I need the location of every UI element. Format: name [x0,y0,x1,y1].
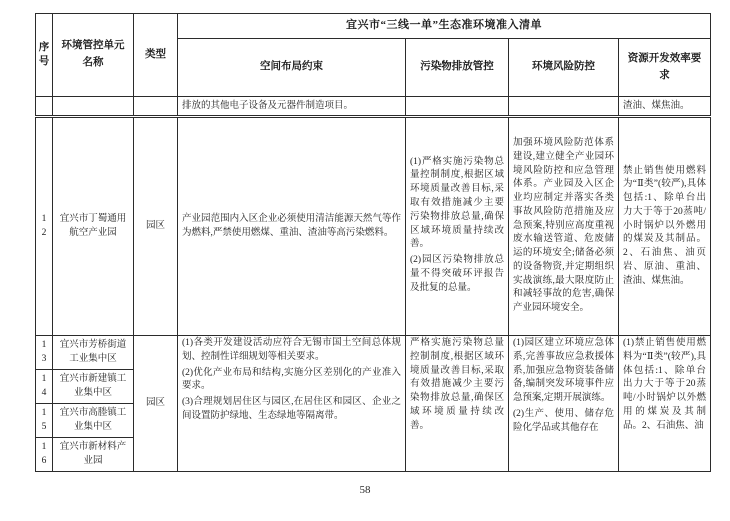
row13-serial: 13 [36,336,53,370]
col-header-spatial: 空间布局约束 [178,39,406,97]
col-header-pollutant: 污染物排放管控 [406,39,509,97]
group-spatial-item-2: (2)优化产业布局和结构,实施分区差别化的产业准入要求。 [182,367,401,392]
row12-spatial: 产业园范围内入区企业必须使用清洁能源天然气等作为燃料,严禁使用燃煤、重油、渣油等高污染燃料。 [178,117,406,336]
carryover-type-cell [134,97,178,117]
header-title-row [36,14,711,39]
col-header-type: 类型 [134,14,178,97]
group-risk [509,336,619,472]
carryover-resource-cell: 渣油、煤焦油。 [619,97,711,117]
carryover-risk-cell [509,97,619,117]
col-header-unit-name: 环境管控单元名称 [53,14,134,97]
row16-serial: 16 [36,438,53,472]
group-risk-item-1: (1)园区建立环境应急体系,完善事故应急救援体系,加强应急物资装备储备,编制突发环境事件应急预案,定期开展演练。 [513,338,614,404]
page-number: 58 [359,484,371,496]
col-header-risk: 环境风险防控 [509,39,619,97]
row12-pollutant [406,117,509,336]
row12-risk: 加强环境风险防范体系建设,建立健全产业园环境风险防控和应急管理体系。产业园及入区企业均应制定并落实各类事故风险防范措施及应急预案,特别应高度重视废水输送管道、危废储运的环境安全;储备必须的设备物资,并定期组织实战演练,最大限度防止和减轻事故的危害,确保产业园环境安全。 [509,117,619,336]
row15-serial: 15 [36,404,53,438]
group-type: 园区 [134,336,178,472]
group-spatial-item-1: (1)各类开发建设活动应符合无锡市国土空间总体规划、控制性详细规划等相关要求。 [182,338,401,362]
carryover-row [36,97,711,117]
row12-type: 园区 [134,117,178,336]
group-spatial-item-3: (3)合理规划居住区与园区,在居住区和园区、企业之间设置防护绿地、生态绿地等隔离带。 [182,397,401,421]
row15-unit-name: 宜兴市高塍镇工业集中区 [53,404,134,438]
group-spatial [178,336,406,472]
group-resource: (1)禁止销售使用燃料为“Ⅱ类”(较严),具体包括:1、除单台出力大于等于20蒸吨/小时锅炉以外燃用的煤炭及其制品。2、石油焦、油 [619,336,711,472]
carryover-serial-cell [36,97,53,117]
group-risk-item-2: (2)生产、使用、储存危险化学品或其他存在 [513,408,614,433]
row12-serial: 12 [36,117,53,336]
row13-unit-name: 宜兴市芳桥街道工业集中区 [53,336,134,370]
table-title: 宜兴市“三线一单”生态准环境准入清单 [178,14,711,39]
group-pollutant: 严格实施污染物总量控制制度,根据区域环境质量改善目标,采取有效措施减少主要污染物排放总量,确保区域环境质量持续改善。 [406,336,509,472]
col-header-resource: 资源开发效率要求 [619,39,711,97]
access-list-table [35,13,711,472]
row14-serial: 14 [36,370,53,404]
carryover-name-cell [53,97,134,117]
row12-resource: 禁止销售使用燃料为“Ⅱ类”(较严),具体包括:1、除单台出力大于等于20蒸吨/小时锅炉以外燃用的煤炭及其制品。2、石油焦、油页岩、原油、重油、渣油、煤焦油。 [619,117,711,336]
row14-unit-name: 宜兴市新建镇工业集中区 [53,370,134,404]
col-header-serial: 序号 [36,14,53,97]
table-row-13 [36,336,711,370]
table-row-12 [36,117,711,336]
row12-unit-name: 宜兴市丁蜀通用航空产业园 [53,117,134,336]
row12-pollutant-item-2: (2)园区污染物排放总量不得突破环评报告及批复的总量。 [410,255,504,293]
row12-pollutant-item-1: (1)严格实施污染物总量控制制度,根据区域环境质量改善目标,采取有效措施减少主要污染物排放总量,确保区域环境质量持续改善。 [410,156,504,250]
carryover-spatial-cell: 排放的其他电子设备及元器件制造项目。 [178,97,406,117]
row16-unit-name: 宜兴市新材料产业园 [53,438,134,472]
carryover-pollutant-cell [406,97,509,117]
